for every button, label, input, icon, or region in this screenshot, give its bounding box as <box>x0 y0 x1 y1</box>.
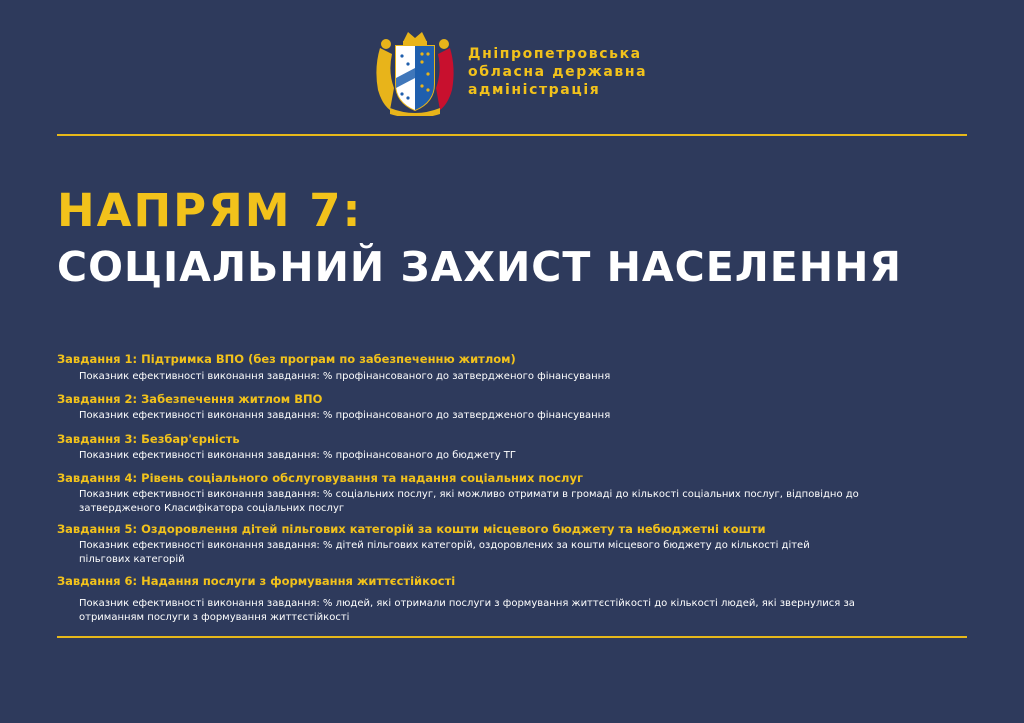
task-item <box>57 574 957 624</box>
task-item <box>57 522 957 566</box>
task-title: Завдання 6: Надання послуги з формування життєстійкості <box>57 574 456 588</box>
task-indicator: Показник ефективності виконання завдання: % профінансованого до бюджету ТГ <box>79 450 516 461</box>
org-name-line-3: адміністрація <box>468 82 601 98</box>
task-indicator: Показник ефективності виконання завдання: % дітей пільгових категорій, оздоровлених за кошти місцевого бюджету до кількості дітей пільгових категорій <box>79 540 810 565</box>
task-title: Завдання 1: Підтримка ВПО (без програм по забезпеченню житлом) <box>57 352 516 366</box>
organization-name <box>468 45 647 99</box>
task-indicator: Показник ефективності виконання завдання: % соціальних послуг, які можливо отримати в громаді до кількості соціальних послуг, відповідно до затвердженого Класифікатора соціальних послуг <box>79 489 859 514</box>
bottom-divider <box>57 636 967 638</box>
task-item <box>57 352 957 384</box>
task-title: Завдання 4: Рівень соціального обслуговування та надання соціальних послуг <box>57 471 583 485</box>
section-number-title: НАПРЯМ 7: <box>57 184 363 237</box>
task-indicator: Показник ефективності виконання завдання: % людей, які отримали послуги з формування життєстійкості до кількості людей, які звернулися за отриманням послуги з формування життєстійкості <box>79 598 855 623</box>
section-title: СОЦІАЛЬНИЙ ЗАХИСТ НАСЕЛЕННЯ <box>57 243 902 291</box>
task-title: Завдання 3: Безбар'єрність <box>57 432 240 446</box>
org-name-line-2: обласна державна <box>468 64 648 80</box>
task-item <box>57 392 957 423</box>
task-title: Завдання 5: Оздоровлення дітей пільгових категорій за кошти місцевого бюджету та небюджетні кошти <box>57 522 766 536</box>
task-title: Завдання 2: Забезпечення житлом ВПО <box>57 392 323 406</box>
header <box>370 28 647 116</box>
task-item <box>57 471 957 515</box>
top-divider <box>57 134 967 136</box>
task-item <box>57 432 957 463</box>
task-indicator: Показник ефективності виконання завдання: % профінансованого до затвердженого фінансування <box>79 410 611 421</box>
org-name-line-1: Дніпропетровська <box>468 46 642 62</box>
coat-of-arms-icon <box>370 28 460 116</box>
task-indicator: Показник ефективності виконання завдання: % профінансованого до затвердженого фінансування <box>79 371 611 382</box>
